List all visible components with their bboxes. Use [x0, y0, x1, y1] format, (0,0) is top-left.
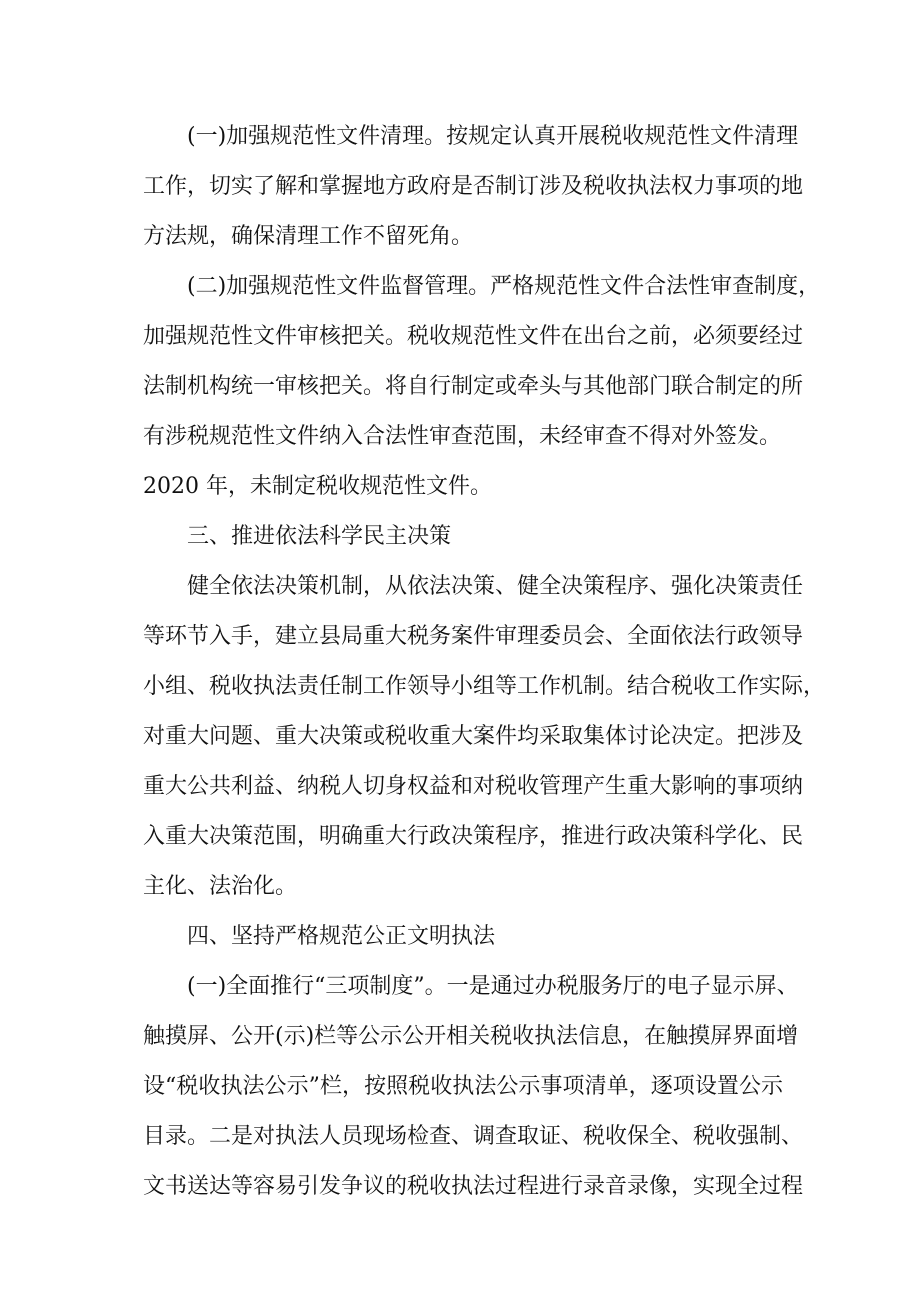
paragraph-3-line-4: 对重大问题、重大决策或税收重大案件均采取集体讨论决定。把涉及 [143, 724, 804, 749]
paragraph-3-line-3: 小组、税收执法责任制工作领导小组等工作机制。结合税收工作实际， [143, 674, 826, 699]
section-heading-4: 四、坚持严格规范公正文明执法 [187, 924, 496, 949]
paragraph-1-line-2: 工作，切实了解和掌握地方政府是否制订涉及税收执法权力事项的地 [143, 174, 804, 199]
paragraph-3-line-7: 主化、法治化。 [143, 874, 298, 899]
paragraph-4-line-1: (一)全面推行“三项制度”。一是通过办税服务厅的电子显示屏、 [187, 974, 799, 999]
paragraph-3-line-5: 重大公共利益、纳税人切身权益和对税收管理产生重大影响的事项纳 [143, 774, 804, 799]
paragraph-2-line-5: 2020 年，未制定税收规范性文件。 [143, 474, 492, 499]
paragraph-3-line-6: 入重大决策范围，明确重大行政决策程序，推进行政决策科学化、民 [143, 824, 804, 849]
paragraph-3-line-1: 健全依法决策机制，从依法决策、健全决策程序、强化决策责任 [187, 574, 804, 599]
paragraph-4-line-2: 触摸屏、公开(示)栏等公示公开相关税收执法信息，在触摸屏界面增 [143, 1024, 799, 1049]
paragraph-2-line-1: (二)加强规范性文件监督管理。严格规范性文件合法性审查制度， [187, 274, 821, 299]
paragraph-2-line-4: 有涉税规范性文件纳入合法性审查范围，未经审查不得对外签发。 [143, 424, 782, 449]
paragraph-4-line-4: 目录。二是对执法人员现场检查、调查取证、税收保全、税收强制、 [143, 1124, 804, 1149]
paragraph-4-line-5: 文书送达等容易引发争议的税收执法过程进行录音录像，实现全过程 [143, 1174, 804, 1199]
paragraph-3-line-2: 等环节入手，建立县局重大税务案件审理委员会、全面依法行政领导 [143, 624, 804, 649]
paragraph-1-line-1: (一)加强规范性文件清理。按规定认真开展税收规范性文件清理 [187, 124, 799, 149]
paragraph-2-line-3: 法制机构统一审核把关。将自行制定或牵头与其他部门联合制定的所 [143, 374, 804, 399]
paragraph-1-line-3: 方法规，确保清理工作不留死角。 [143, 224, 474, 249]
paragraph-2-line-2: 加强规范性文件审核把关。税收规范性文件在出台之前，必须要经过 [143, 324, 804, 349]
paragraph-4-line-3: 设“税收执法公示”栏，按照税收执法公示事项清单，逐项设置公示 [143, 1074, 783, 1099]
section-heading-3: 三、推进依法科学民主决策 [187, 524, 452, 549]
